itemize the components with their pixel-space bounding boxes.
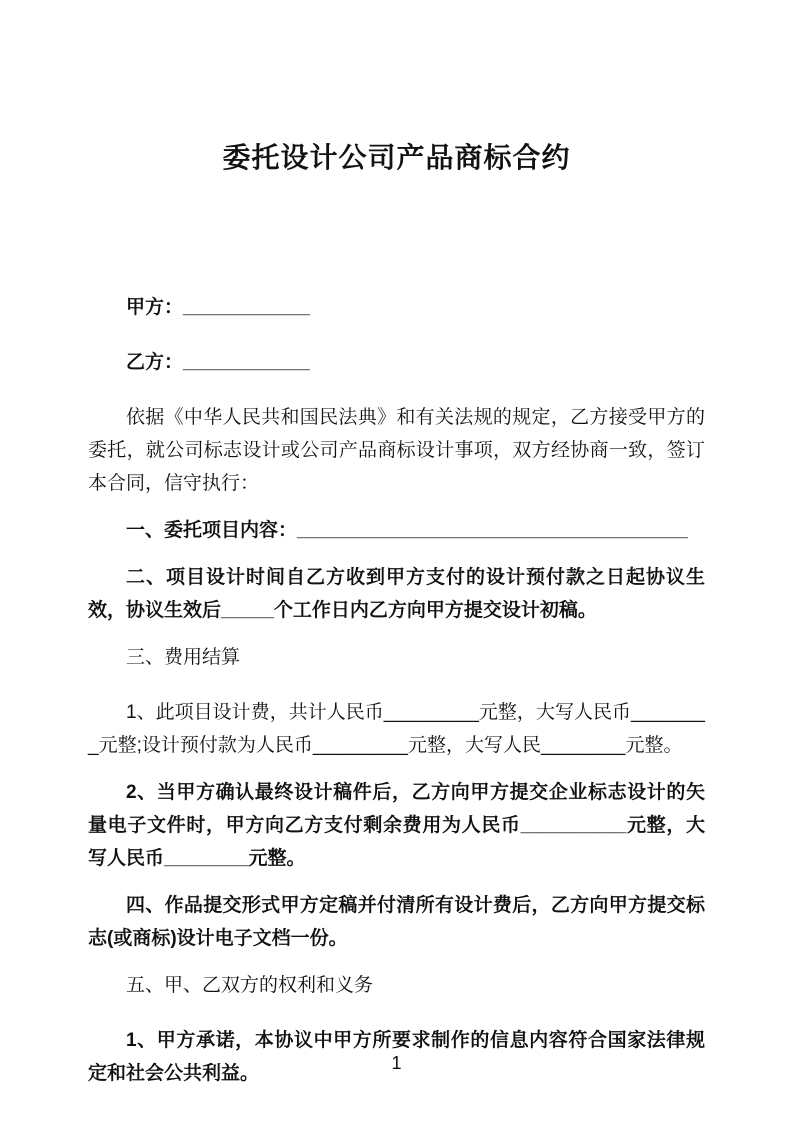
section-5-item-1: 1、甲方承诺，本协议中甲方所要求制作的信息内容符合国家法律规定和社会公共利益。 (88, 1030, 705, 1084)
intro-paragraph: 依据《中华人民共和国民法典》和有关法规的规定，乙方接受甲方的委托，就公司标志设计或公司产品商标设计事项，双方经协商一致，签订本合同，信守执行： (88, 407, 705, 494)
section-5-heading: 五、甲、乙双方的权利和义务 (126, 975, 374, 996)
section-4-paragraph: 四、作品提交形式甲方定稿并付清所有设计费后，乙方向甲方提交标志(或商标)设计电子文档一份。 (88, 895, 705, 949)
document-title: 委托设计公司产品商标合约 (222, 142, 571, 173)
section-3-item-2: 2、当甲方确认最终设计稿件后，乙方向甲方提交企业标志设计的矢量电子文件时，甲方向乙方支付剩余费用为人民币__________元整，大写人民币________元整。 (88, 782, 705, 869)
page-number: 1 (391, 1053, 402, 1073)
party-b-line: 乙方：____________ (126, 352, 310, 373)
section-3-item-1: 1、此项目设计费，共计人民币_________元整，大写人民币________元整;设计预付款为人民币_________元整，大写人民________元整。 (88, 702, 705, 756)
section-3-heading: 三、费用结算 (126, 647, 241, 668)
party-a-line: 甲方：____________ (126, 297, 310, 318)
section-1-heading: 一、委托项目内容：_____________________________________ (126, 520, 688, 541)
section-2-paragraph: 二、项目设计时间自乙方收到甲方支付的设计预付款之日起协议生效，协议生效后_____个工作日内乙方向甲方提交设计初稿。 (88, 567, 705, 621)
